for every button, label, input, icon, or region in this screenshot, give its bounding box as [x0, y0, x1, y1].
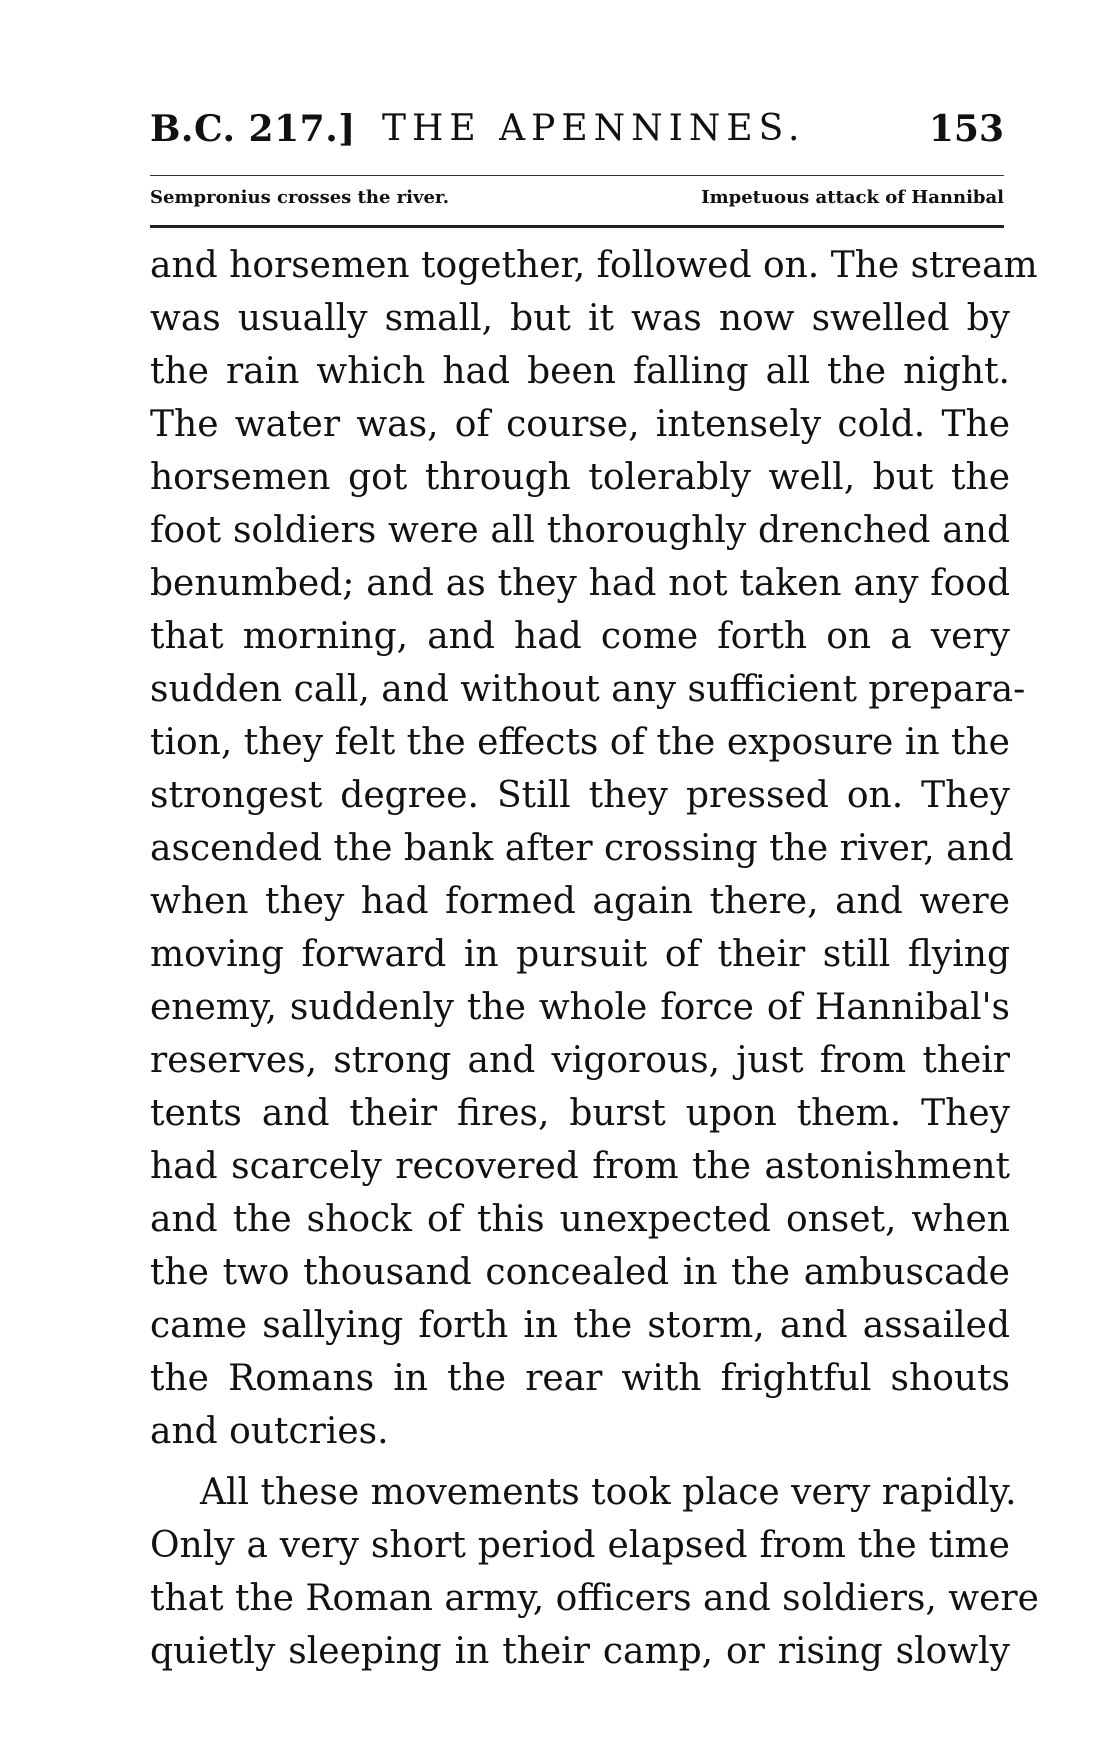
text-line: ascended the bank after crossing the river, and: [150, 828, 1014, 869]
text-line: came sallying forth in the storm, and assailed: [150, 1305, 1010, 1346]
text-line: All these movements took place very rapidly.: [200, 1472, 1017, 1513]
summary-left: Sempronius crosses the river.: [150, 187, 450, 208]
marginal-summary: [150, 187, 1004, 213]
text-line: and the shock of this unexpected onset, when: [150, 1199, 1010, 1240]
body-text: [150, 239, 1039, 1678]
text-line: moving forward in pursuit of their still flying: [150, 934, 1010, 975]
paragraph: [150, 1466, 1039, 1678]
text-line: that morning, and had come forth on a very: [150, 616, 1010, 657]
text-line: benumbed; and as they had not taken any food: [150, 563, 1010, 604]
text-line: was usually small, but it was now swelled by: [150, 298, 1010, 339]
paragraph-gap: [150, 1458, 1010, 1466]
header-date: B.C. 217.]: [150, 108, 356, 150]
text-line: sudden call, and without any sufficient prepara-: [150, 669, 1026, 710]
running-head: [150, 108, 1004, 164]
text-line: enemy, suddenly the whole force of Hannibal's: [150, 987, 1010, 1028]
text-line: and horsemen together, followed on. The stream: [150, 245, 1038, 286]
text-line: The water was, of course, intensely cold. The: [150, 404, 1010, 445]
text-line: had scarcely recovered from the astonishment: [150, 1146, 1010, 1187]
text-line: quietly sleeping in their camp, or rising slowly: [150, 1631, 1010, 1672]
text-line: when they had formed again there, and were: [150, 881, 1010, 922]
text-line: horsemen got through tolerably well, but the: [150, 457, 1010, 498]
text-line: foot soldiers were all thoroughly drenched and: [150, 510, 1010, 551]
text-line: reserves, strong and vigorous, just from their: [150, 1040, 1010, 1081]
summary-rule: [150, 225, 1004, 228]
text-line: that the Roman army, officers and soldiers, were: [150, 1578, 1039, 1619]
text-line: the two thousand concealed in the ambuscade: [150, 1252, 1010, 1293]
header-rule: [150, 175, 1004, 176]
text-line: the rain which had been falling all the night.: [150, 351, 1010, 392]
summary-right: Impetuous attack of Hannibal: [701, 187, 1004, 208]
header-title: THE APENNINES.: [382, 108, 806, 149]
text-line: Only a very short period elapsed from the time: [150, 1525, 1010, 1566]
text-line: and outcries.: [150, 1411, 389, 1452]
page-number: 153: [928, 108, 1004, 150]
text-line: strongest degree. Still they pressed on. They: [150, 775, 1010, 816]
text-line: the Romans in the rear with frightful shouts: [150, 1358, 1010, 1399]
text-line: tion, they felt the effects of the exposure in the: [150, 722, 1010, 763]
text-line: tents and their fires, burst upon them. They: [150, 1093, 1010, 1134]
paragraph: [150, 239, 1038, 1458]
